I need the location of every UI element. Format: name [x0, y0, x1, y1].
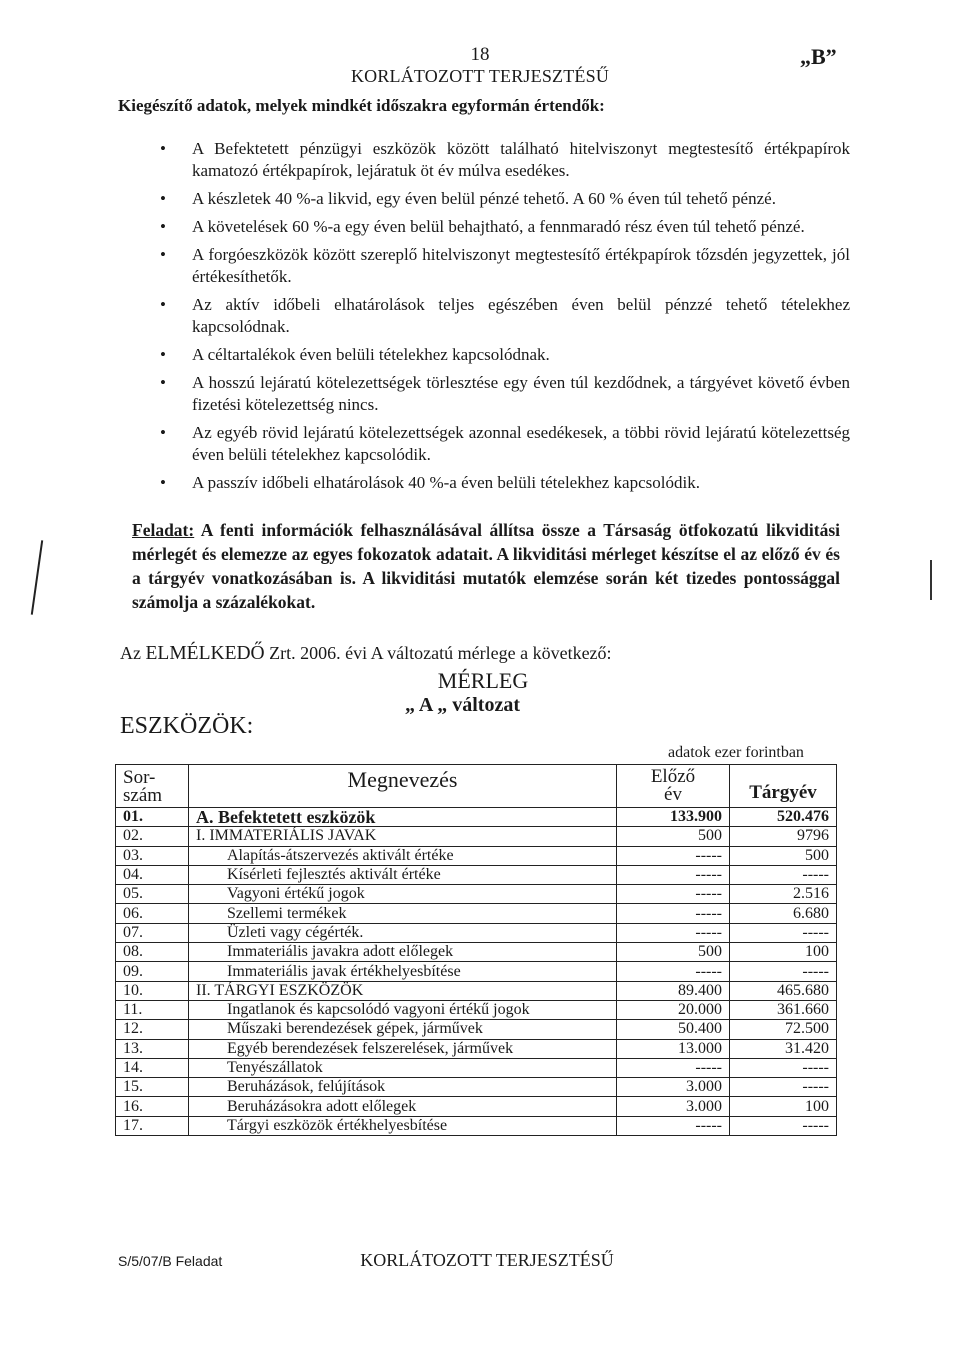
list-item: • A hosszú lejáratú kötelezettségek törlesztése egy éven túl kezdődnek, a tárgyévet követő évben fizetési kötelezettség nincs.	[160, 373, 850, 414]
balance-table	[115, 764, 837, 1136]
bullet-icon: •	[160, 189, 166, 208]
table-row: 05. Vagyoni értékű jogok ----- 2.516	[116, 885, 837, 904]
table-header-row	[116, 765, 837, 808]
company-name: ELMÉLKEDŐ	[145, 643, 265, 664]
column-header-number: Sor- szám	[116, 765, 189, 808]
balance-title: MÉRLEG	[437, 668, 529, 693]
unit-note: adatok ezer forintban	[668, 744, 804, 761]
page-number: 18	[470, 44, 490, 65]
bullet-icon: •	[160, 217, 166, 236]
bullet-icon: •	[160, 245, 166, 264]
header-restricted-label: KORLÁTOZOTT TERJESZTÉSŰ	[350, 66, 610, 86]
table-row: 01. A. Befektetett eszközök 133.900 520.476	[116, 808, 837, 827]
table-row: 16. Beruházásokra adott előlegek 3.000 100	[116, 1097, 837, 1116]
task-paragraph	[132, 518, 840, 614]
footer-restricted-label: KORLÁTOZOTT TERJESZTÉSŰ	[360, 1250, 614, 1270]
list-item: • A követelések 60 %-a egy éven belül behajtható, a fennmaradó rész éven túl tehető pénzé.	[160, 217, 805, 236]
bullet-icon: •	[160, 139, 166, 158]
table-row: 15. Beruházások, felújítások 3.000 -----	[116, 1078, 837, 1097]
bullet-icon: •	[160, 373, 166, 392]
table-row: 02. I. IMMATERIÁLIS JAVAK 500 9796	[116, 827, 837, 846]
table-row: 04. Kísérleti fejlesztés aktivált értéke ----- -----	[116, 865, 837, 884]
table-row: 13. Egyéb berendezések felszerelések, járművek 13.000 31.420	[116, 1039, 837, 1058]
task-label: Feladat:	[132, 520, 195, 540]
table-row: 03. Alapítás-átszervezés aktivált értéke ----- 500	[116, 846, 837, 865]
table-row: 06. Szellemi termékek ----- 6.680	[116, 904, 837, 923]
table-row: 10. II. TÁRGYI ESZKÖZÖK 89.400 465.680	[116, 981, 837, 1000]
list-item: • A készletek 40 %-a likvid, egy éven belül pénzé tehető. A 60 % éven túl tehető pénzé.	[160, 189, 776, 208]
margin-pen-mark	[930, 560, 932, 600]
variant-title: „ A „ változat	[405, 694, 520, 716]
list-item: • A passzív időbeli elhatárolások 40 %-a éven belüli tételekhez kapcsolódik.	[160, 473, 700, 492]
list-item: • A forgóeszközök között szereplő hitelviszonyt megtestesítő értékpapírok tőzsdén jegyzettek, jól értékesíthetők.	[160, 245, 850, 286]
table-row: 12. Műszaki berendezések gépek, járművek 50.400 72.500	[116, 1020, 837, 1039]
task-text: A fenti információk felhasználásával állítsa össze a Társaság ötfokozatú likviditási mérlegét és elemezze az egyes fokozatok adatait. A likviditási mérleget készítse el az előző év és a tárgyév vonatkozásában is. A likviditási mutatók elemzése során két tizedes pontossággal számolja a százalékokat.	[132, 520, 840, 612]
table-row: 07. Üzleti vagy cégérték. ----- -----	[116, 923, 837, 942]
table-row: 11. Ingatlanok és kapcsolódó vagyoni értékű jogok 20.000 361.660	[116, 1000, 837, 1019]
supplementary-title: Kiegészítő adatok, melyek mindkét időszakra egyformán értendők:	[118, 96, 605, 115]
assets-heading: ESZKÖZÖK:	[120, 713, 254, 739]
list-item: • A Befektetett pénzügyi eszközök között található hitelviszonyt megtestesítő értékpapírok kamatozó értékpapírok, lejáratuk öt év múlva esedékes.	[160, 139, 850, 180]
balance-intro: Az ELMÉLKEDŐ Zrt. 2006. évi A változatú mérlege a következő:	[120, 643, 612, 664]
table-row: 08. Immateriális javakra adott előlegek 500 100	[116, 943, 837, 962]
list-item: • Az aktív időbeli elhatárolások teljes egészében éven belül pénzzé tehető tételekhez kapcsolódnak.	[160, 295, 850, 336]
margin-pen-mark	[31, 540, 43, 615]
column-header-current-year: Tárgyév	[730, 765, 837, 808]
table-row: 09. Immateriális javak értékhelyesbítése ----- -----	[116, 962, 837, 981]
bullet-icon: •	[160, 295, 166, 314]
list-item: • A céltartalékok éven belüli tételekhez kapcsolódnak.	[160, 345, 550, 364]
bullet-icon: •	[160, 345, 166, 364]
table-row: 17. Tárgyi eszközök értékhelyesbítése ----- -----	[116, 1116, 837, 1135]
column-header-previous-year: Előző év	[617, 765, 730, 808]
column-header-name: Megnevezés	[189, 765, 617, 808]
supplementary-list	[160, 138, 850, 500]
version-mark: „B”	[800, 44, 837, 69]
bullet-icon: •	[160, 473, 166, 492]
bullet-icon: •	[160, 423, 166, 442]
footer-document-code: S/5/07/B Feladat	[118, 1253, 223, 1269]
table-row: 14. Tenyészállatok ----- -----	[116, 1058, 837, 1077]
list-item: • Az egyéb rövid lejáratú kötelezettségek azonnal esedékesek, a többi rövid lejáratú kötelezettség éven belüli tételekhez kapcsolódik.	[160, 423, 850, 464]
